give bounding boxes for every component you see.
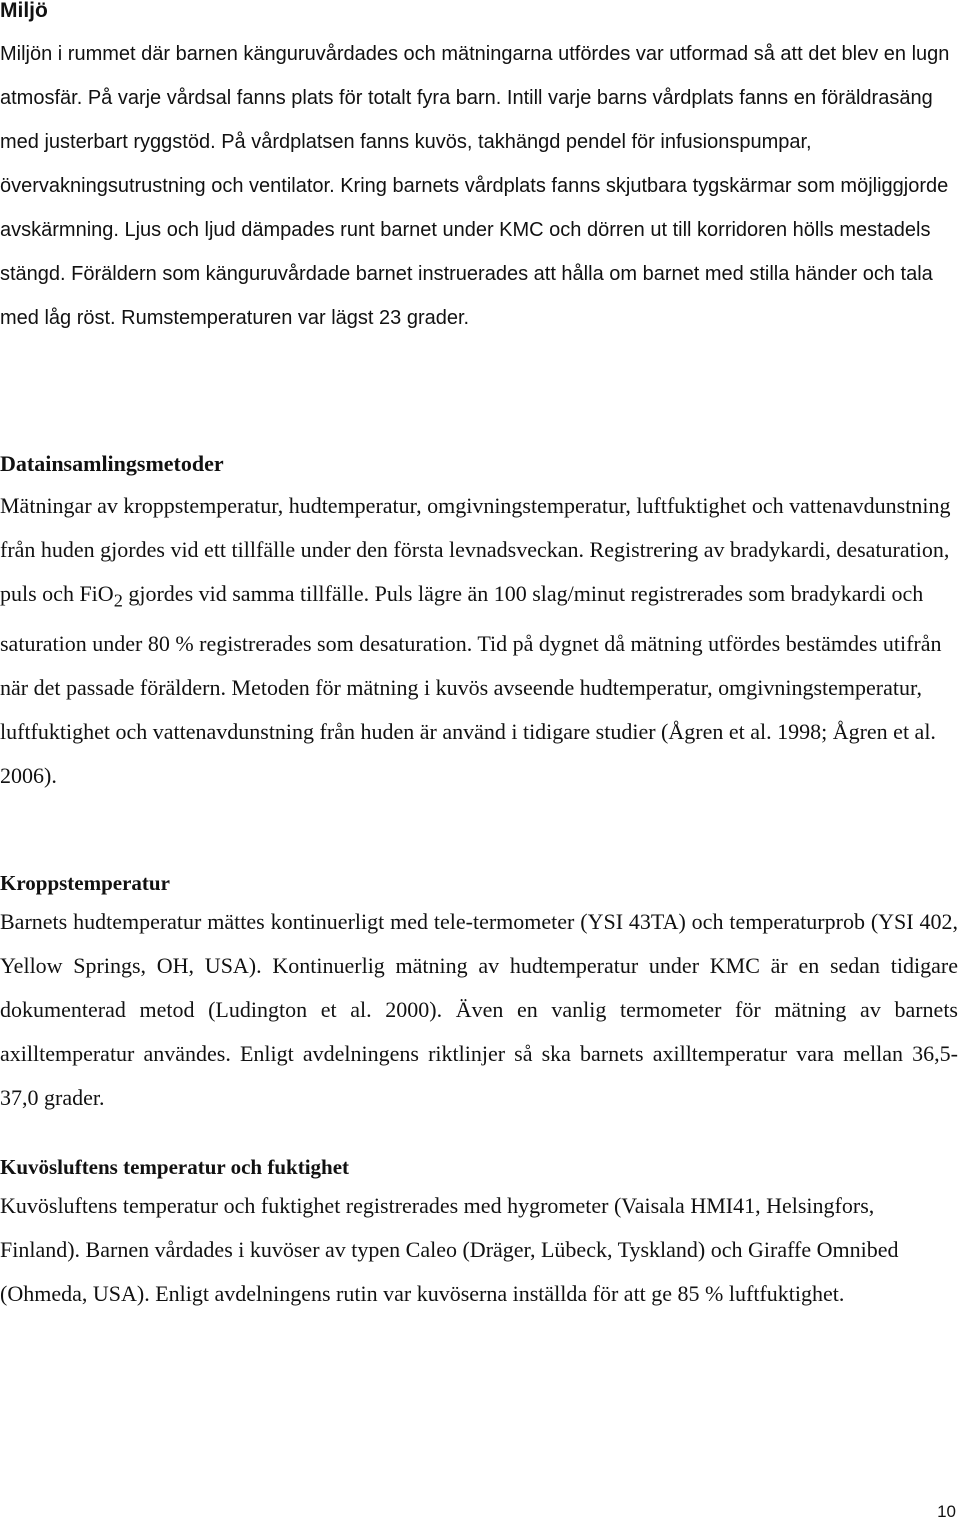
- section-heading-miljo: Miljö: [0, 0, 48, 22]
- paragraph-datainsamlingsmetoder-part2: gjordes vid samma tillfälle. Puls lägre än 100 slag/minut registrerades som bradykardi och saturation under 80 % registrerades som desaturation. Tid på dygnet då mätning utfördes bestämdes utifrån när det passade föräldern. Metoden för mätning i kuvös avseende hudtemperatur, omgivningstemperatur, luftfuktighet och vattenavdunstning från huden är använd i tidigare studier (Ågren et al. 1998; Ågren et al. 2006).: [0, 581, 942, 789]
- subscript-two: 2: [113, 590, 123, 611]
- section-heading-datainsamlingsmetoder: Datainsamlingsmetoder: [0, 451, 224, 476]
- paragraph-kuvosluft: Kuvösluftens temperatur och fuktighet registrerades med hygrometer (Vaisala HMI41, Helsingfors, Finland). Barnen vårdades i kuvöser av typen Caleo (Dräger, Lübeck, Tyskland) och Giraffe Omnibed (Ohmeda, USA). Enligt avdelningens rutin var kuvöserna inställda för att ge 85 % luftfuktighet.: [0, 1193, 899, 1306]
- section-heading-kuvosluft: Kuvösluftens temperatur och fuktighet: [0, 1155, 350, 1179]
- page-number: 10: [937, 1502, 956, 1521]
- paragraph-kroppstemperatur: Barnets hudtemperatur mättes kontinuerligt med tele-termometer (YSI 43TA) och temperaturprob (YSI 402, Yellow Springs, OH, USA). Kontinuerlig mätning av hudtemperatur under KMC är en sedan tidigare dokumenterad metod (Ludington et al. 2000). Även en vanlig termometer för mätning av barnets axilltemperatur användes. Enligt avdelningens riktlinjer så ska barnets axilltemperatur vara mellan 36,5- 37,0 grader.: [0, 909, 958, 1110]
- paragraph-datainsamlingsmetoder: [0, 484, 958, 798]
- section-heading-kroppstemperatur: Kroppstemperatur: [0, 871, 170, 895]
- paragraph-datainsamlingsmetoder-part1: Mätningar av kroppstemperatur, hudtemperatur, omgivningstemperatur, luftfuktighet och vattenavdunstning från huden gjordes vid ett tillfälle under den första levnadsveckan. Registrering av bradykardi, desaturation, puls och FiO: [0, 493, 951, 606]
- paragraph-miljo: Miljön i rummet där barnen känguruvårdades och mätningarna utfördes var utformad så att det blev en lugn atmosfär. På varje vårdsal fanns plats för totalt fyra barn. Intill varje barns vårdplats fanns en föräldrasäng med justerbart ryggstöd. På vårdplatsen fanns kuvös, takhängd pendel för infusionspumpar, övervakningsutrustning och ventilator. Kring barnets vårdplats fanns skjutbara tygskärmar som möjliggjorde avskärmning. Ljus och ljud dämpades runt barnet under KMC och dörren ut till korridoren hölls mestadels stängd. Föräldern som känguruvårdade barnet instruerades att hålla om barnet med stilla händer och tala med låg röst. Rumstemperaturen var lägst 23 grader.: [0, 43, 950, 329]
